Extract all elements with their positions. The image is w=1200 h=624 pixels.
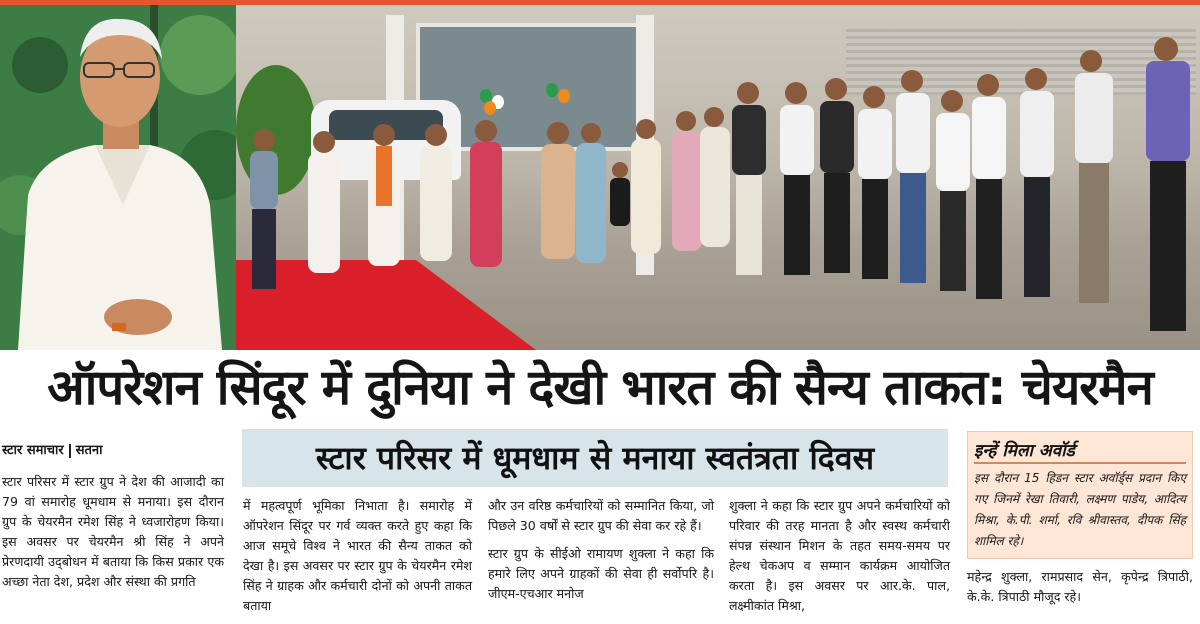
subheadline: स्टार परिसर में धूमधाम से मनाया स्वतंत्रता दिवस bbox=[315, 439, 875, 477]
portrait-photo-icon bbox=[0, 5, 236, 350]
article-paragraph: स्टार परिसर में स्टार ग्रुप ने देश की आजादी का 79 वां समारोह धूमधाम से मनाया। इस दौरान ग्रुप के चेयरमैन रमेश सिंह ने ध्वजारोहण किया। इस अवसर पर चेयरमैन श्री सिंह ने अपने प्रेरणदायी उद्‌बोधन में बताया कि किस प्रकार एक अच्छा नेता देश, प्रदेश और संस्था की प्रगति bbox=[2, 474, 224, 589]
dateline-separator bbox=[69, 444, 71, 458]
article-paragraph: में महत्वपूर्ण भूमिका निभाता है। समारोह में ऑपरेशन सिंदूर पर गर्व व्यक्त करते हुए कहा कि आज समूचे विश्व ने भारत की सैन्य ताकत को देखा है। इस अवसर पर स्टार ग्रुप के चेयरमैन रमेश सिंह ने ग्राहक और कर्मचारी दोनों को अपनी ताकत बताया bbox=[243, 498, 472, 613]
people-group-icon bbox=[236, 5, 1200, 350]
dateline-city: सतना bbox=[75, 443, 103, 458]
article-column-2 bbox=[243, 496, 472, 616]
dateline bbox=[2, 440, 102, 458]
award-box bbox=[967, 431, 1193, 559]
dateline-source: स्टार समाचार bbox=[2, 443, 64, 458]
subheadline-band bbox=[242, 429, 948, 487]
article-column-1 bbox=[2, 472, 224, 592]
award-box-title: इन्हें मिला अवॉर्ड bbox=[974, 441, 1075, 461]
article-paragraph: और उन वरिष्ठ कर्मचारियों को सम्मानित किया, जो पिछले 30 वर्षों से स्टार ग्रुप की सेवा कर रहे हैं। bbox=[488, 498, 714, 533]
group-photo bbox=[236, 5, 1200, 350]
main-headline: ऑपरेशन सिंदूर में दुनिया ने देखी भारत की सैन्य ताकत: चेयरमैन bbox=[47, 359, 1153, 416]
article-paragraph: स्टार ग्रुप के सीईओ रामायण शुक्ला ने कहा कि हमारे लिए अपने ग्राहकों की सेवा ही सर्वोपरि है। जीएम-एचआर मनोज bbox=[488, 546, 714, 601]
article-paragraph: महेन्द्र शुक्ला, रामप्रसाद सेन, कृपेन्द्र त्रिपाठी, के.के. त्रिपाठी मौजूद रहे। bbox=[967, 569, 1193, 604]
article-column-4 bbox=[729, 496, 950, 616]
article-paragraph: शुक्ला ने कहा कि स्टार ग्रुप अपने कर्मचारियों को परिवार की तरह मानता है और स्वस्थ कर्मचारी संपन्न संस्थान मिशन के तहत समय-समय पर हेल्थ चेकअप व सम्मान कार्यक्रम आयोजित करता है। इस अवसर पर आर.के. पाल, लक्ष्मीकांत मिश्रा, bbox=[729, 498, 950, 613]
article-column-3 bbox=[488, 496, 714, 604]
award-box-text: इस दौरान 15 हिडन स्टार अवॉर्ड्स प्रदान किए गए जिनमें रेखा तिवारी, लक्ष्मण पाडेय, आदित्य मिश्रा, के.पी. शर्मा, रवि श्रीवास्तव, दीपक सिंह शामिल रहे। bbox=[974, 471, 1186, 548]
article-column-5 bbox=[967, 567, 1193, 607]
chairman-portrait-photo bbox=[0, 5, 236, 350]
award-box-rule bbox=[974, 462, 1186, 464]
